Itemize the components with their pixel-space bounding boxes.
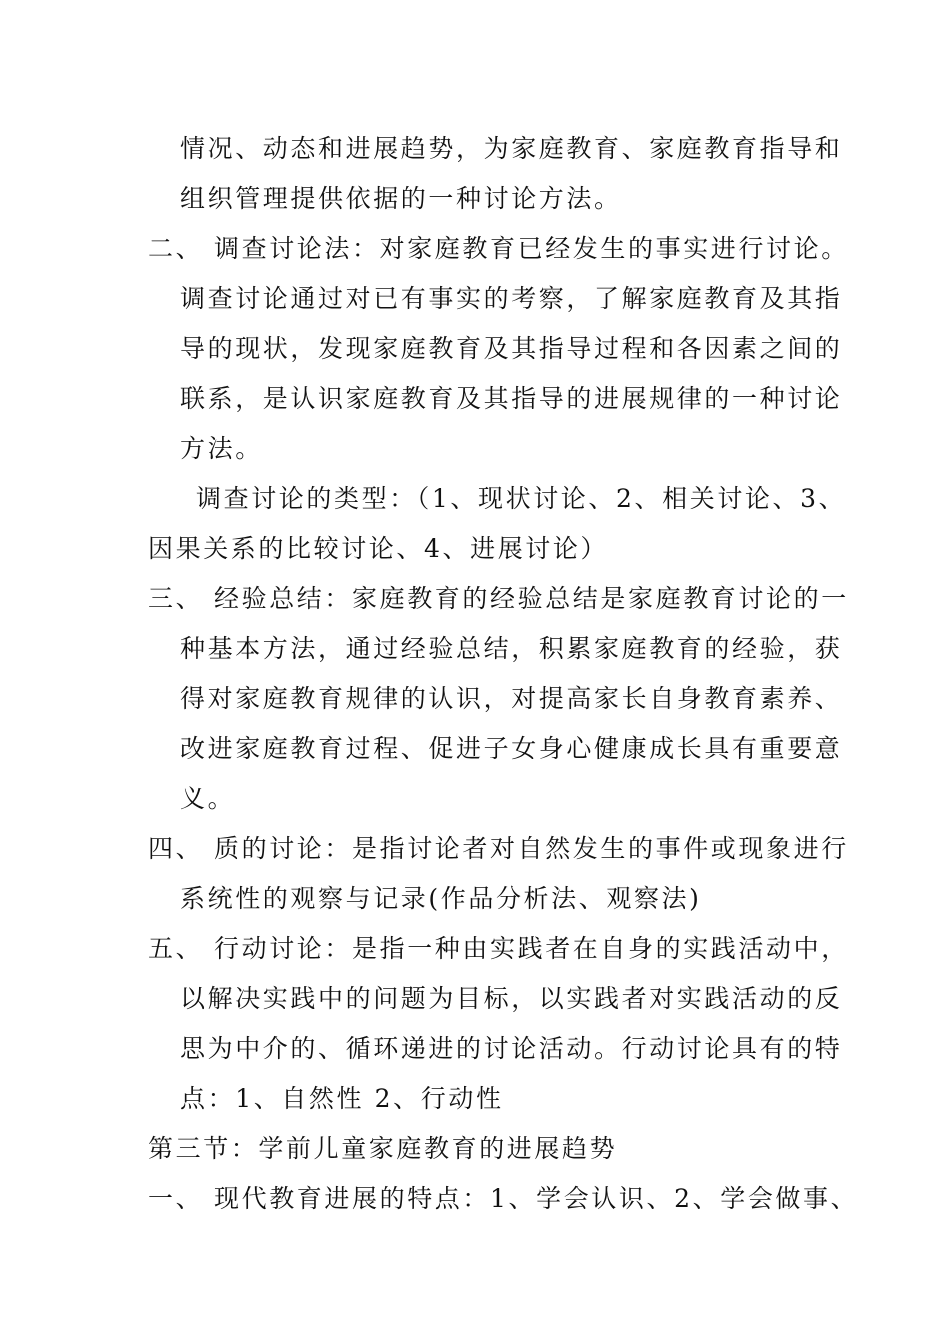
text-line: 导的现状，发现家庭教育及其指导过程和各因素之间的 xyxy=(180,334,843,363)
text-line: 方法。 xyxy=(180,434,263,463)
text-line: 系统性的观察与记录(作品分析法、观察法) xyxy=(180,884,702,913)
text-line: 因果关系的比较讨论、4、进展讨论） xyxy=(148,534,609,563)
item-text: 经验总结：家庭教育的经验总结是家庭教育讨论的一 xyxy=(214,584,849,613)
item-text: 行动讨论：是指一种由实践者在自身的实践活动中， xyxy=(214,934,849,963)
text-line: 情况、动态和进展趋势，为家庭教育、家庭教育指导和 xyxy=(180,134,843,163)
item-text: 质的讨论：是指讨论者对自然发生的事件或现象进行 xyxy=(214,834,849,863)
text-line: 调查讨论通过对已有事实的考察，了解家庭教育及其指 xyxy=(180,284,843,313)
numbered-item-five xyxy=(148,936,849,961)
text-line: 调查讨论的类型：（1、现状讨论、2、相关讨论、3、 xyxy=(196,484,847,513)
text-line: 点：1、自然性 2、行动性 xyxy=(180,1084,504,1113)
numbered-item-four xyxy=(148,836,849,861)
numbered-item-one xyxy=(148,1186,858,1211)
text-line: 以解决实践中的问题为目标，以实践者对实践活动的反 xyxy=(180,984,843,1013)
item-text: 调查讨论法：对家庭教育已经发生的事实进行讨论。 xyxy=(214,234,849,263)
numbered-item-three xyxy=(148,586,849,611)
numbered-item-two xyxy=(148,236,849,261)
text-line: 种基本方法，通过经验总结，积累家庭教育的经验，获 xyxy=(180,634,843,663)
item-number: 二、 xyxy=(148,234,204,263)
text-line: 改进家庭教育过程、促进子女身心健康成长具有重要意 xyxy=(180,734,843,763)
text-line: 得对家庭教育规律的认识，对提高家长自身教育素养、 xyxy=(180,684,843,713)
text-line: 思为中介的、循环递进的讨论活动。行动讨论具有的特 xyxy=(180,1034,843,1063)
text-line: 组织管理提供依据的一种讨论方法。 xyxy=(180,184,622,213)
section-heading: 第三节：学前儿童家庭教育的进展趋势 xyxy=(148,1134,618,1163)
text-line: 义。 xyxy=(180,784,236,813)
text-line: 联系，是认识家庭教育及其指导的进展规律的一种讨论 xyxy=(180,384,843,413)
item-text: 现代教育进展的特点：1、学会认识、2、学会做事、 xyxy=(214,1184,859,1213)
item-number: 四、 xyxy=(148,834,204,863)
item-number: 三、 xyxy=(148,584,204,613)
item-number: 一、 xyxy=(148,1184,204,1213)
item-number: 五、 xyxy=(148,934,204,963)
